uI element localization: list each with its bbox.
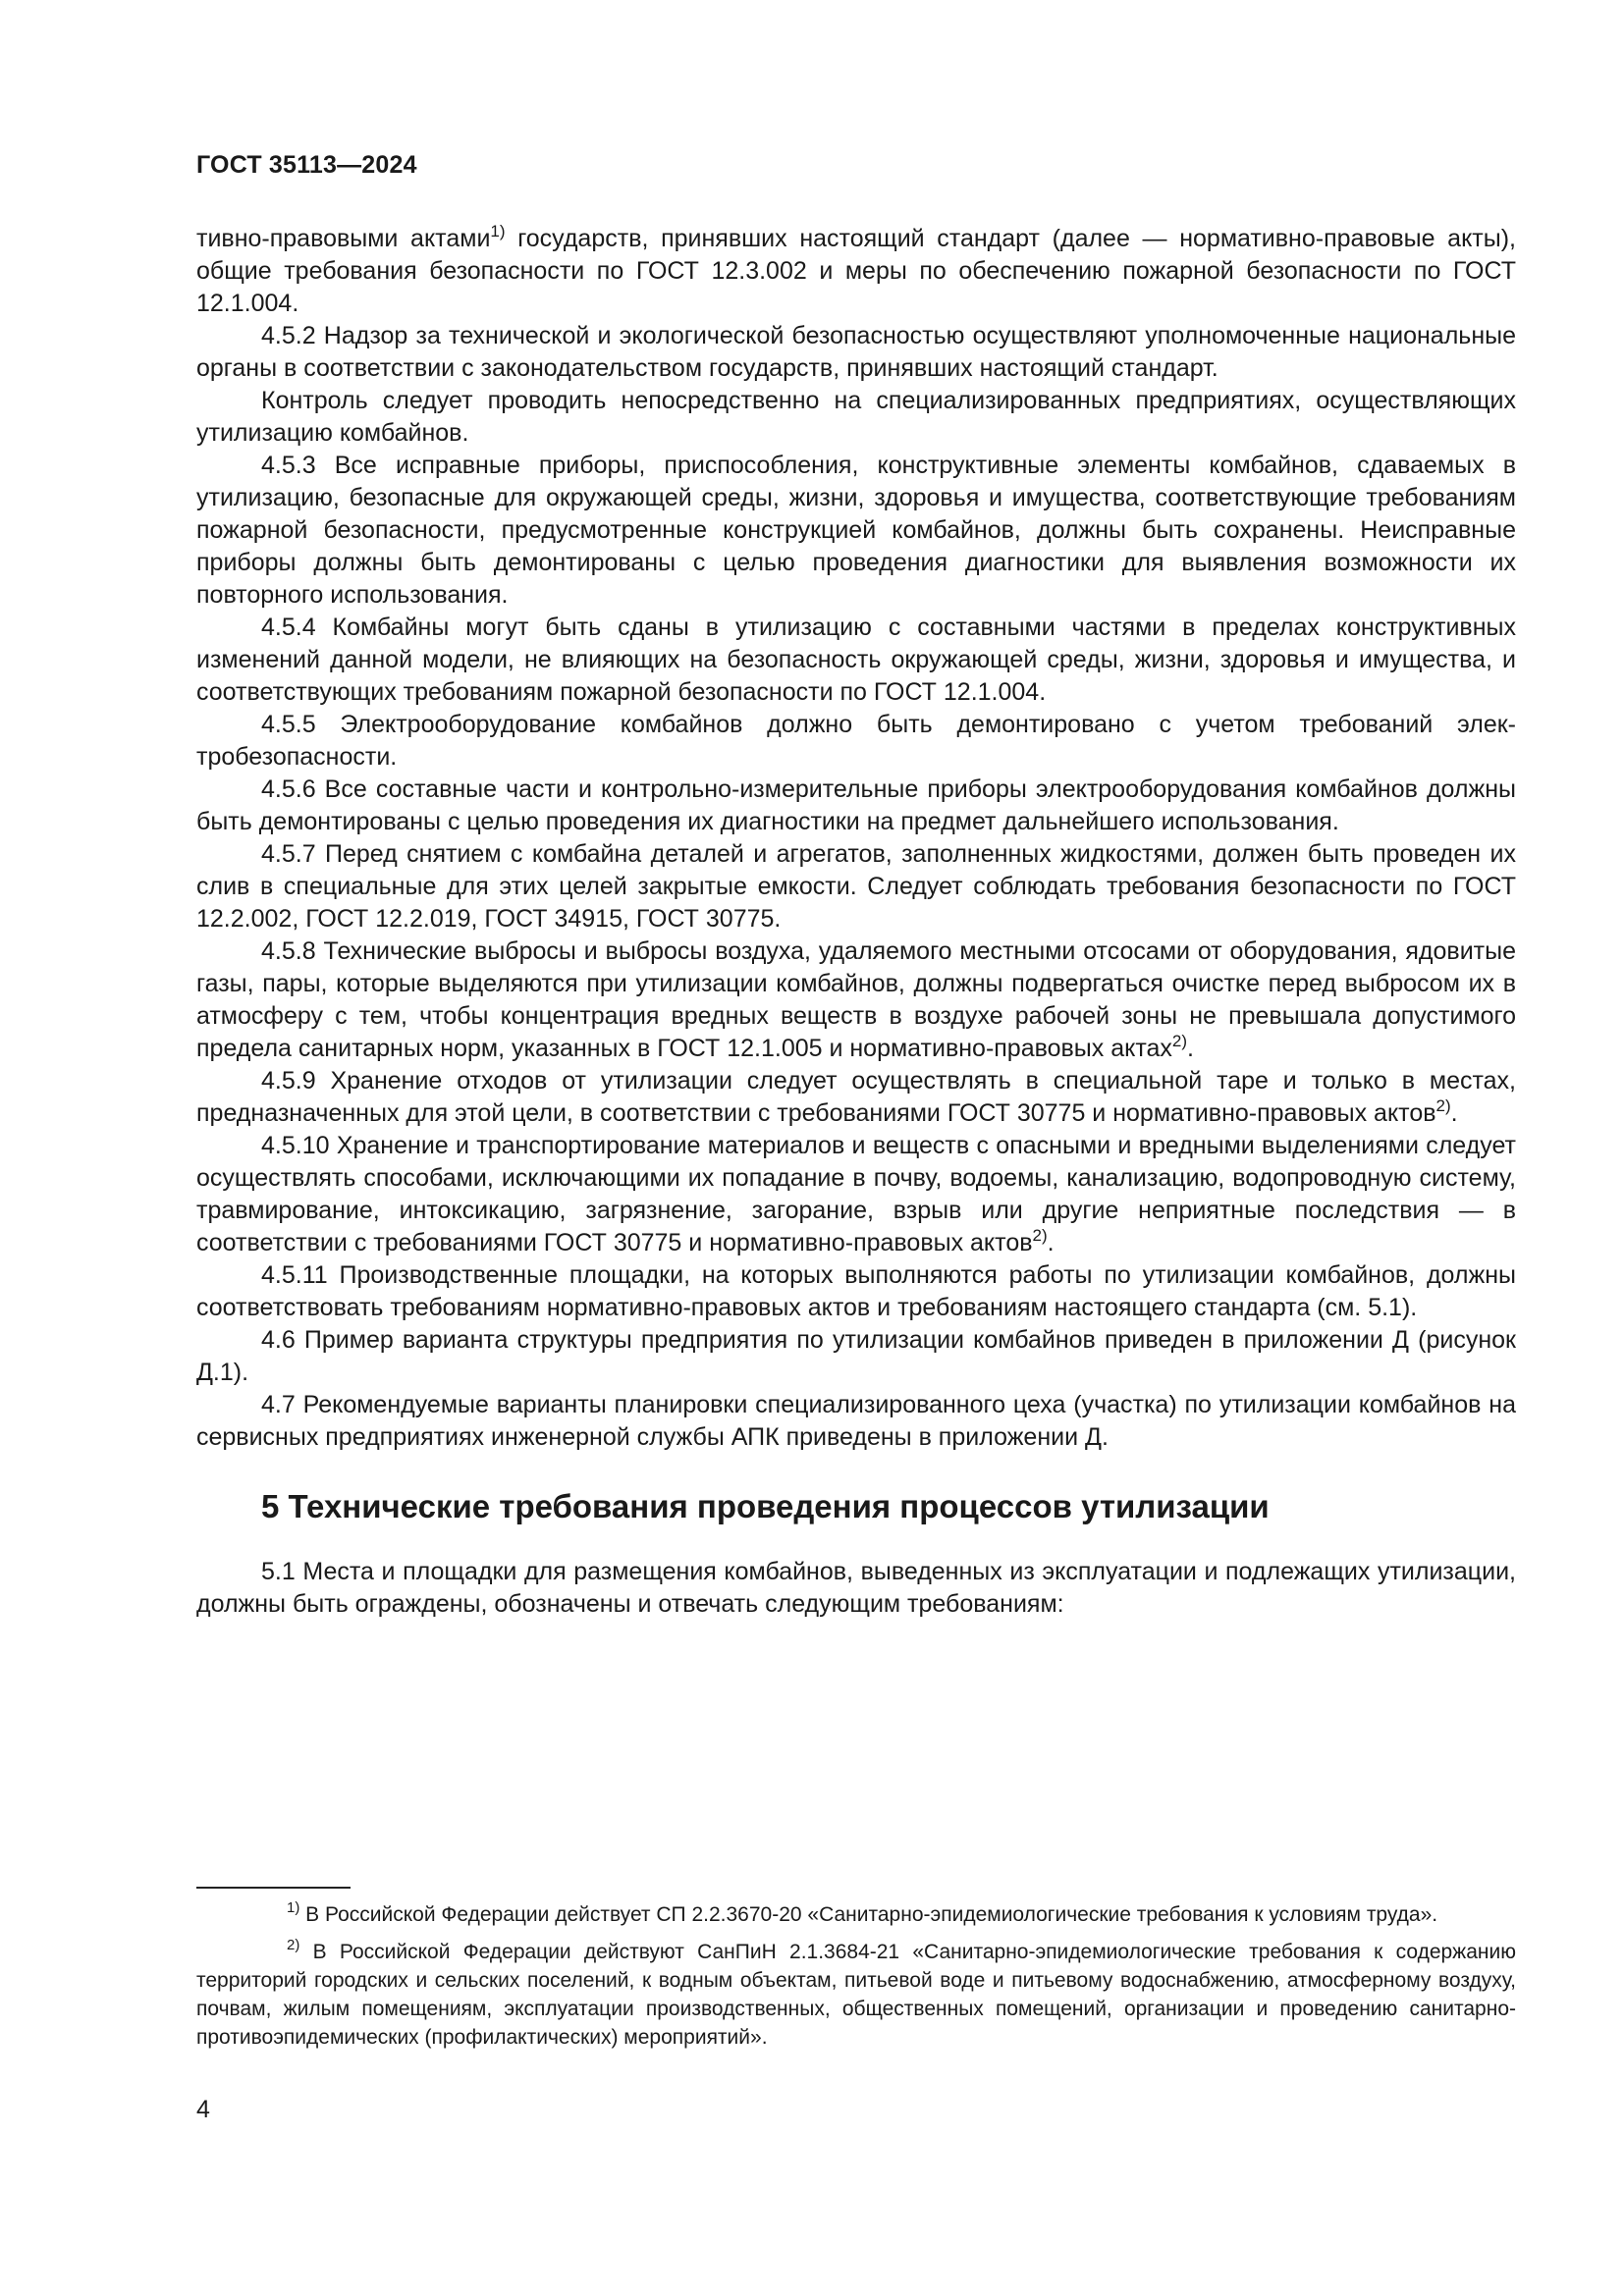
text-run: 4.7 Рекомендуемые варианты планировки специализированного цеха (участка) по утилизации комбайнов на сервисных предприятиях инженерной службы АПК приведены в приложении Д. [196, 1391, 1516, 1451]
text-run: тивно-правовыми актами [196, 225, 491, 252]
footnote-marker: 1) [287, 1899, 300, 1916]
paragraph [196, 1065, 1516, 1130]
footnote-marker: 2) [287, 1937, 300, 1953]
paragraph [196, 709, 1516, 774]
text-run: 4.5.5 Электрооборудование комбайнов должно быть демонтировано с учетом требований электробезопасности. [196, 711, 1516, 771]
footnote-ref: 2) [1171, 1032, 1188, 1050]
page-number: 4 [196, 2096, 210, 2123]
paragraph [196, 935, 1516, 1065]
text-run: 4.5.3 Все исправные приборы, приспособления, конструктивные элементы комбайнов, сдаваемых в утилизацию, безопасные для окружающей среды, жизни, здоровья и имущества, соответствующие требованиям пожарной безопасности, предусмотренные конструкцией комбайнов, должны быть сохранены. Неисправные приборы должны быть демонтированы с целью проведения диагностики для выявления возможности их повторного использования. [196, 452, 1516, 609]
footnote-separator [196, 1887, 351, 1889]
text-run: 4.5.8 Технические выбросы и выбросы воздуха, удаляемого местными отсосами от оборудования, ядовитые газы, пары, которые выделяются при утилизации комбайнов, должны подвергаться очистке перед выбросом их в атмосферу с тем, чтобы концентрация вредных веществ в воздухе рабочей зоны не превышала допустимого предела санитарных норм, указанных в ГОСТ 12.1.005 и нормативно-правовых актах [196, 937, 1516, 1062]
paragraph [196, 385, 1516, 450]
section-heading [261, 1490, 1516, 1522]
footnote [196, 1938, 1516, 2052]
paragraph [196, 223, 1516, 320]
paragraph [196, 774, 1516, 838]
paragraph [196, 1556, 1516, 1621]
paragraph [196, 838, 1516, 935]
text-run: 4.5.2 Надзор за технической и экологической безопасностью осуществляют уполномоченные национальные органы в соответствии с законодательством государств, принявших настоящий стандарт. [196, 322, 1516, 382]
text-run: 4.5.6 Все составные части и контрольно-измерительные приборы электрооборудования комбайнов должны быть демонтированы с целью проведения их диагностики на предмет дальнейшего использования. [196, 775, 1516, 835]
footnote-ref: 1) [490, 222, 506, 240]
document-body [196, 223, 1516, 1621]
footnote-text: В Российской Федерации действует СП 2.2.3670-20 «Санитарно-эпидемиологические требования к условиям труда». [299, 1903, 1438, 1926]
text-run: 5.1 Места и площадки для размещения комбайнов, выведенных из эксплуатации и подлежащих утилизации, должны быть ограждены, обозначены и отвечать следующим требованиям: [196, 1558, 1516, 1618]
paragraph [196, 1389, 1516, 1454]
text-run: Контроль следует проводить непосредственно на специализированных предприятиях, осуществляющих утилизацию комбайнов. [196, 387, 1516, 447]
text-run: 4.5.10 Хранение и транспортирование материалов и веществ с опасными и вредными выделениями следует осуществлять способами, исключающими их попадание в почву, водоемы, канализацию, водопроводную систему, травмирование, интоксикацию, загрязнение, загорание, взрыв или другие неприятные последствия — в соответствии с требованиями ГОСТ 30775 и нормативно-правовых актов [196, 1132, 1516, 1256]
text-run: 4.6 Пример варианта структуры предприятия по утилизации комбайнов приведен в приложении Д (рисунок Д.1). [196, 1326, 1516, 1386]
paragraph [196, 1324, 1516, 1389]
paragraph [196, 612, 1516, 709]
footnote-ref: 2) [1435, 1096, 1451, 1115]
text-run: . [1450, 1099, 1458, 1127]
text-run: 4.5.11 Производственные площадки, на которых выполняются работы по утилизации комбайнов, должны соответствовать требованиям нормативно-правовых актов и требованиям настоящего стандарта (см. 5.1). [196, 1261, 1516, 1321]
text-run: государств, принявших настоящий стандарт (далее — нормативно-правовые акты), общие требования безопасности по ГОСТ 12.3.002 и меры по обеспечению пожарной безопасности по ГОСТ 12.1.004. [196, 225, 1516, 317]
text-run: 4.5.7 Перед снятием с комбайна деталей и агрегатов, заполненных жидкостями, должен быть проведен их слив в специальные для этих целей закрытые емкости. Следует соблюдать требования безопасности по ГОСТ 12.2.002, ГОСТ 12.2.019, ГОСТ 34915, ГОСТ 30775. [196, 840, 1516, 933]
paragraph [196, 450, 1516, 612]
paragraph [196, 1259, 1516, 1324]
footnotes [196, 1900, 1516, 2060]
footnote-text: В Российской Федерации действуют СанПиН 2.1.3684-21 «Санитарно-эпидемиологические требования к содержанию территорий городских и сельских поселений, к водным объектам, питьевой воде и питьевому водоснабжению, атмосферному воздуху, почвам, жилым помещениям, эксплуатации производственных, общественных помещений, организации и проведению санитарно-противоэпидемических (профилактических) мероприятий». [196, 1941, 1516, 2049]
footnote [196, 1900, 1516, 1929]
paragraph [196, 1130, 1516, 1259]
document-header: ГОСТ 35113—2024 [196, 151, 417, 179]
text-run: 4.5.4 Комбайны могут быть сданы в утилизацию с составными частями в пределах конструктивных изменений данной модели, не влияющих на безопасность окружающей среды, жизни, здоровья и имущества, и соответствующих требованиям пожарной безопасности по ГОСТ 12.1.004. [196, 614, 1516, 706]
footnote-ref: 2) [1032, 1226, 1048, 1245]
paragraph [196, 320, 1516, 385]
text-run: 5 Технические требования проведения процессов утилизации [261, 1488, 1270, 1524]
text-run: 4.5.9 Хранение отходов от утилизации следует осуществлять в специальной таре и только в местах, предназначенных для этой цели, в соответствии с требованиями ГОСТ 30775 и нормативно-правовых актов [196, 1067, 1516, 1127]
text-run: . [1187, 1035, 1194, 1062]
text-run: . [1047, 1229, 1055, 1256]
